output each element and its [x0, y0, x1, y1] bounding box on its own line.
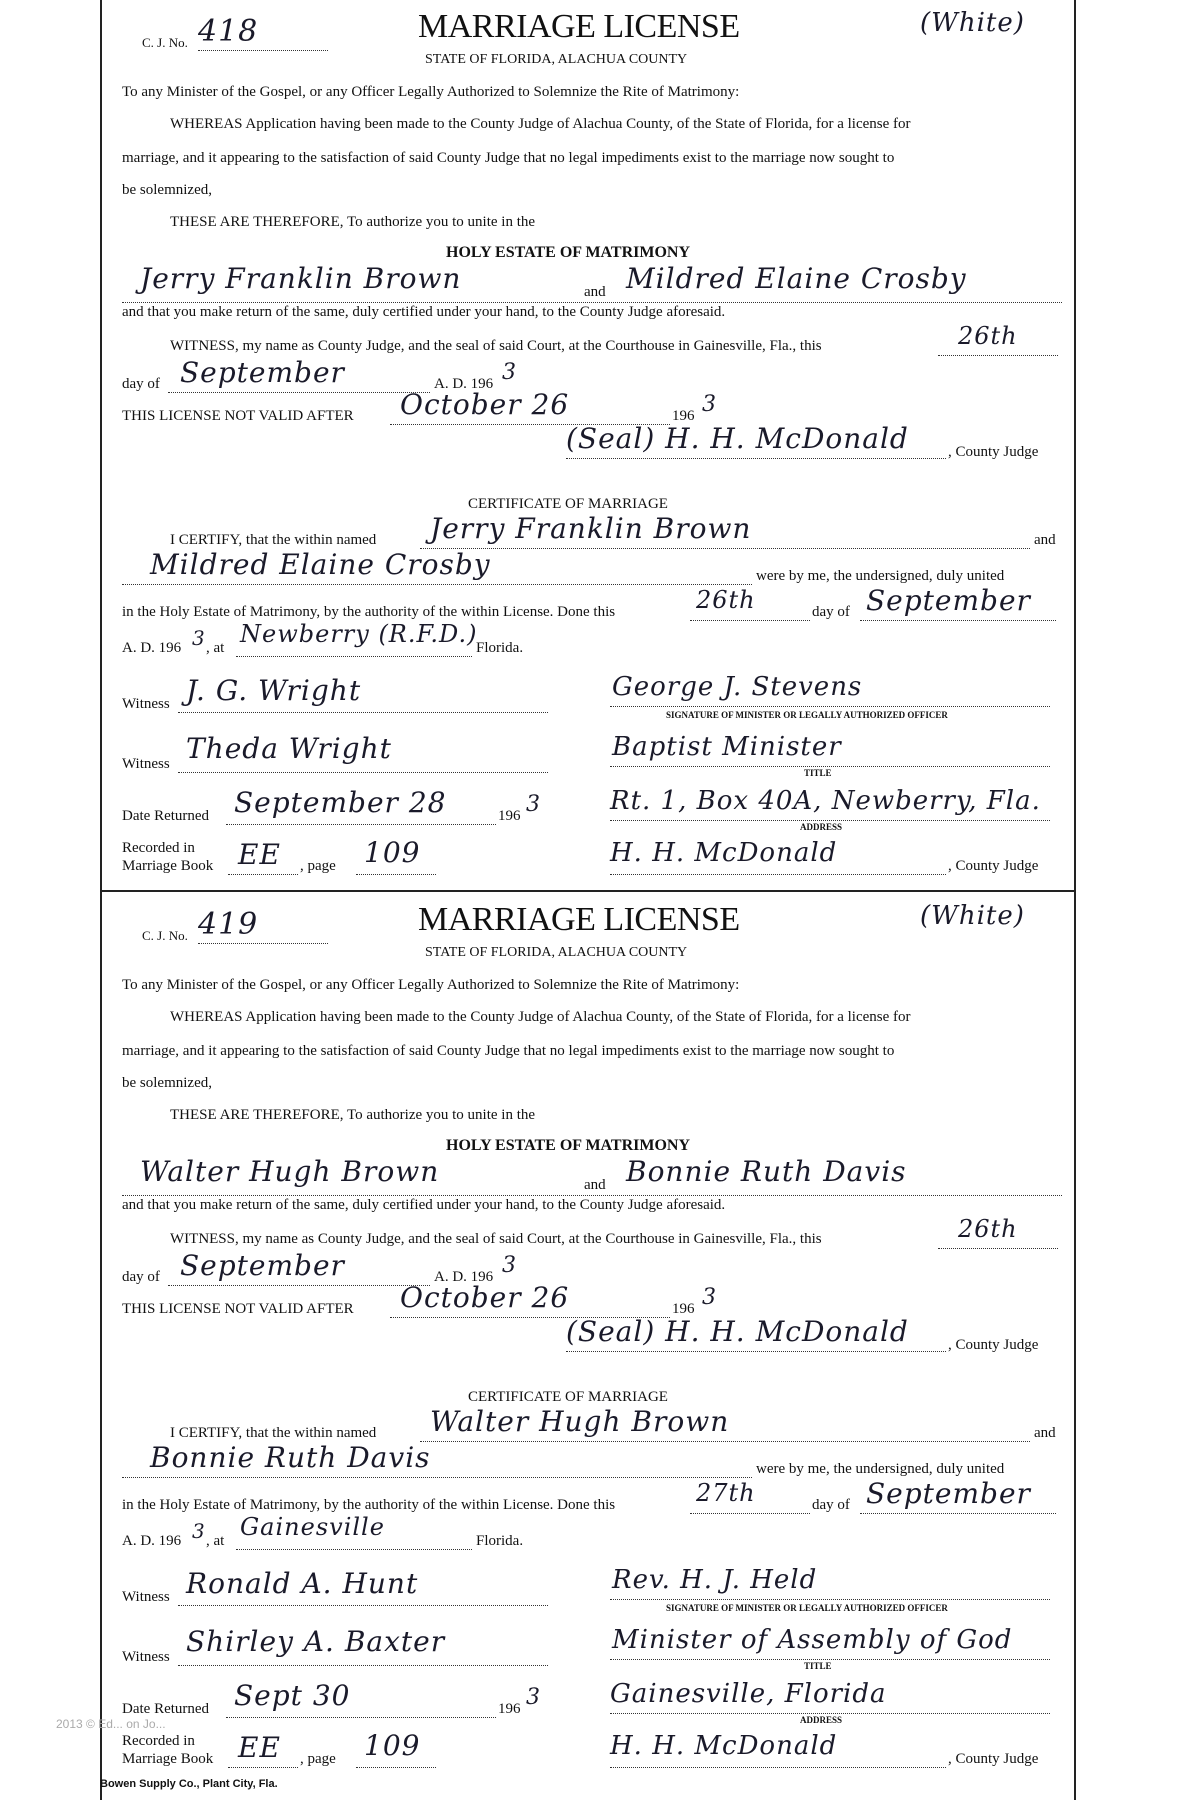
cj-number: 418: [198, 14, 259, 49]
certificate-dayof-label: day of: [812, 1497, 850, 1513]
license-subtitle: STATE OF FLORIDA, ALACHUA COUNTY: [425, 945, 688, 960]
cj-number: 419: [198, 907, 259, 942]
groom-name: Jerry Franklin Brown: [140, 262, 462, 295]
witness-day: 26th: [958, 322, 1018, 350]
return-line: and that you make return of the same, duly certified under your hand, to the County Judge aforesaid.: [122, 1197, 726, 1213]
printer-credit: Bowen Supply Co., Plant City, Fla.: [100, 1778, 278, 1790]
officer-caption: SIGNATURE OF MINISTER OR LEGALLY AUTHORIZED OFFICER: [666, 1603, 948, 1613]
not-valid-year-label: 196: [672, 1301, 695, 1317]
recorder-judge-label: , County Judge: [948, 1751, 1039, 1767]
certificate-day: 27th: [696, 1479, 756, 1507]
certify-intro: I CERTIFY, that the within named: [170, 1425, 377, 1441]
witness-2-label: Witness: [122, 756, 170, 772]
witness-1-label: Witness: [122, 696, 170, 712]
marriage-record: [0, 893, 1200, 1783]
not-valid-date: October 26: [400, 1281, 570, 1314]
witness-line: WITNESS, my name as County Judge, and the seal of said Court, at the Courthouse in Gainesville, Fla., this: [170, 338, 822, 354]
date-returned-label: Date Returned: [122, 808, 210, 824]
day-of-label: day of: [122, 376, 160, 392]
therefore-line: THESE ARE THEREFORE, To authorize you to unite in the: [170, 1107, 536, 1123]
certificate-place: Gainesville: [240, 1513, 385, 1541]
not-valid-label: THIS LICENSE NOT VALID AFTER: [122, 408, 354, 424]
certificate-and: and: [1034, 1425, 1056, 1441]
title-caption: TITLE: [804, 768, 832, 778]
holy-estate-heading: HOLY ESTATE OF MATRIMONY: [446, 244, 691, 261]
bride-name: Mildred Elaine Crosby: [626, 262, 967, 295]
recorded-label-2: Marriage Book: [122, 858, 214, 874]
returned-year-digit: 3: [526, 792, 541, 817]
certificate-florida: Florida.: [476, 640, 524, 656]
whereas-line-1: WHEREAS Application having been made to the County Judge of Alachua County, of the State of Florida, for a license for: [170, 116, 911, 132]
certificate-at-label: , at: [206, 640, 225, 656]
witness-line: WITNESS, my name as County Judge, and the seal of said Court, at the Courthouse in Gainesville, Fla., this: [170, 1231, 822, 1247]
cj-label: C. J. No.: [142, 928, 188, 943]
and-label: and: [584, 1177, 606, 1193]
certificate-day: 26th: [696, 586, 756, 614]
certificate-place: Newberry (R.F.D.): [240, 620, 478, 648]
certificate-month: September: [866, 1477, 1031, 1510]
page-number: 109: [364, 1729, 421, 1762]
certificate-ad-digit: 3: [192, 1519, 206, 1543]
day-of-label: day of: [122, 1269, 160, 1285]
certificate-title: CERTIFICATE OF MARRIAGE: [468, 1389, 668, 1405]
watermark: 2013 © Ed... on Jo...: [56, 1717, 166, 1731]
bride-name: Bonnie Ruth Davis: [626, 1155, 907, 1188]
officer-caption: SIGNATURE OF MINISTER OR LEGALLY AUTHORIZED OFFICER: [666, 710, 948, 720]
license-title: MARRIAGE LICENSE: [418, 901, 740, 938]
not-valid-label: THIS LICENSE NOT VALID AFTER: [122, 1301, 354, 1317]
officer-title: Baptist Minister: [612, 732, 842, 762]
recorded-label-1: Recorded in: [122, 1733, 195, 1749]
witness-2-label: Witness: [122, 1649, 170, 1665]
ad-year-digit: 3: [502, 360, 517, 385]
certificate-title: CERTIFICATE OF MARRIAGE: [468, 496, 668, 512]
page-number: 109: [364, 836, 421, 869]
therefore-line: THESE ARE THEREFORE, To authorize you to unite in the: [170, 214, 536, 230]
race-note: (White): [920, 8, 1025, 38]
groom-name: Walter Hugh Brown: [140, 1155, 440, 1188]
officer-signature: Rev. H. J. Held: [612, 1565, 818, 1595]
return-line: and that you make return of the same, duly certified under your hand, to the County Judge aforesaid.: [122, 304, 726, 320]
date-returned-label: Date Returned: [122, 1701, 210, 1717]
not-valid-year-digit: 3: [702, 1285, 717, 1310]
certificate-line-2: in the Holy Estate of Matrimony, by the authority of the within License. Done this: [122, 604, 616, 620]
whereas-line-3: be solemnized,: [122, 1075, 212, 1091]
recorded-label-1: Recorded in: [122, 840, 195, 856]
witness-1: J. G. Wright: [186, 674, 362, 707]
whereas-line-1: WHEREAS Application having been made to the County Judge of Alachua County, of the State of Florida, for a license for: [170, 1009, 911, 1025]
witness-1: Ronald A. Hunt: [186, 1567, 419, 1600]
certificate-month: September: [866, 584, 1031, 617]
book: EE: [238, 1731, 281, 1764]
race-note: (White): [920, 901, 1025, 931]
witness-1-label: Witness: [122, 1589, 170, 1605]
page-label: , page: [300, 1751, 336, 1767]
county-judge-label: , County Judge: [948, 444, 1039, 460]
page-label: , page: [300, 858, 336, 874]
recorder-judge-label: , County Judge: [948, 858, 1039, 874]
whereas-line-3: be solemnized,: [122, 182, 212, 198]
not-valid-year-digit: 3: [702, 392, 717, 417]
judge-signature: (Seal) H. H. McDonald: [566, 422, 909, 455]
returned-year-digit: 3: [526, 1685, 541, 1710]
witness-2: Theda Wright: [186, 732, 392, 765]
certificate-dayof-label: day of: [812, 604, 850, 620]
officer-address: Rt. 1, Box 40A, Newberry, Fla.: [610, 786, 1041, 816]
record-divider: [100, 890, 1074, 892]
certificate-ad-label: A. D. 196: [122, 1533, 182, 1549]
certificate-ad-label: A. D. 196: [122, 640, 182, 656]
cj-label: C. J. No.: [142, 35, 188, 50]
ad-label: A. D. 196: [434, 1269, 494, 1285]
united-line: were by me, the undersigned, duly united: [756, 568, 1005, 584]
not-valid-date: October 26: [400, 388, 570, 421]
witness-day: 26th: [958, 1215, 1018, 1243]
certify-intro: I CERTIFY, that the within named: [170, 532, 377, 548]
day-of-month: September: [180, 1249, 345, 1282]
certificate-groom: Jerry Franklin Brown: [430, 512, 752, 545]
returned-year-label: 196: [498, 808, 521, 824]
book: EE: [238, 838, 281, 871]
witness-2: Shirley A. Baxter: [186, 1625, 446, 1658]
license-subtitle: STATE OF FLORIDA, ALACHUA COUNTY: [425, 52, 688, 67]
officer-address: Gainesville, Florida: [610, 1679, 887, 1709]
not-valid-year-label: 196: [672, 408, 695, 424]
officer-signature: George J. Stevens: [612, 672, 863, 702]
certificate-bride: Mildred Elaine Crosby: [150, 548, 491, 581]
recorder-signature: H. H. McDonald: [610, 838, 838, 868]
united-line: were by me, the undersigned, duly united: [756, 1461, 1005, 1477]
certificate-at-label: , at: [206, 1533, 225, 1549]
certificate-bride: Bonnie Ruth Davis: [150, 1441, 431, 1474]
date-returned: Sept 30: [234, 1679, 351, 1712]
whereas-line-2: marriage, and it appearing to the satisfaction of said County Judge that no legal impediments exist to the marriage now sought to: [122, 1043, 895, 1059]
certificate-florida: Florida.: [476, 1533, 524, 1549]
marriage-record: [0, 0, 1200, 890]
returned-year-label: 196: [498, 1701, 521, 1717]
ad-label: A. D. 196: [434, 376, 494, 392]
recorder-signature: H. H. McDonald: [610, 1731, 838, 1761]
address-caption: ADDRESS: [800, 1715, 843, 1725]
county-judge-label: , County Judge: [948, 1337, 1039, 1353]
title-caption: TITLE: [804, 1661, 832, 1671]
whereas-line-2: marriage, and it appearing to the satisfaction of said County Judge that no legal impediments exist to the marriage now sought to: [122, 150, 895, 166]
officer-title: Minister of Assembly of God: [612, 1625, 1013, 1655]
address-line: To any Minister of the Gospel, or any Officer Legally Authorized to Solemnize the Rite of Matrimony:: [122, 84, 740, 100]
certificate-and: and: [1034, 532, 1056, 548]
certificate-ad-digit: 3: [192, 626, 206, 650]
recorded-label-2: Marriage Book: [122, 1751, 214, 1767]
and-label: and: [584, 284, 606, 300]
address-line: To any Minister of the Gospel, or any Officer Legally Authorized to Solemnize the Rite of Matrimony:: [122, 977, 740, 993]
holy-estate-heading: HOLY ESTATE OF MATRIMONY: [446, 1137, 691, 1154]
address-caption: ADDRESS: [800, 822, 843, 832]
license-title: MARRIAGE LICENSE: [418, 8, 740, 45]
judge-signature: (Seal) H. H. McDonald: [566, 1315, 909, 1348]
ad-year-digit: 3: [502, 1253, 517, 1278]
certificate-line-2: in the Holy Estate of Matrimony, by the authority of the within License. Done this: [122, 1497, 616, 1513]
day-of-month: September: [180, 356, 345, 389]
certificate-groom: Walter Hugh Brown: [430, 1405, 730, 1438]
date-returned: September 28: [234, 786, 447, 819]
